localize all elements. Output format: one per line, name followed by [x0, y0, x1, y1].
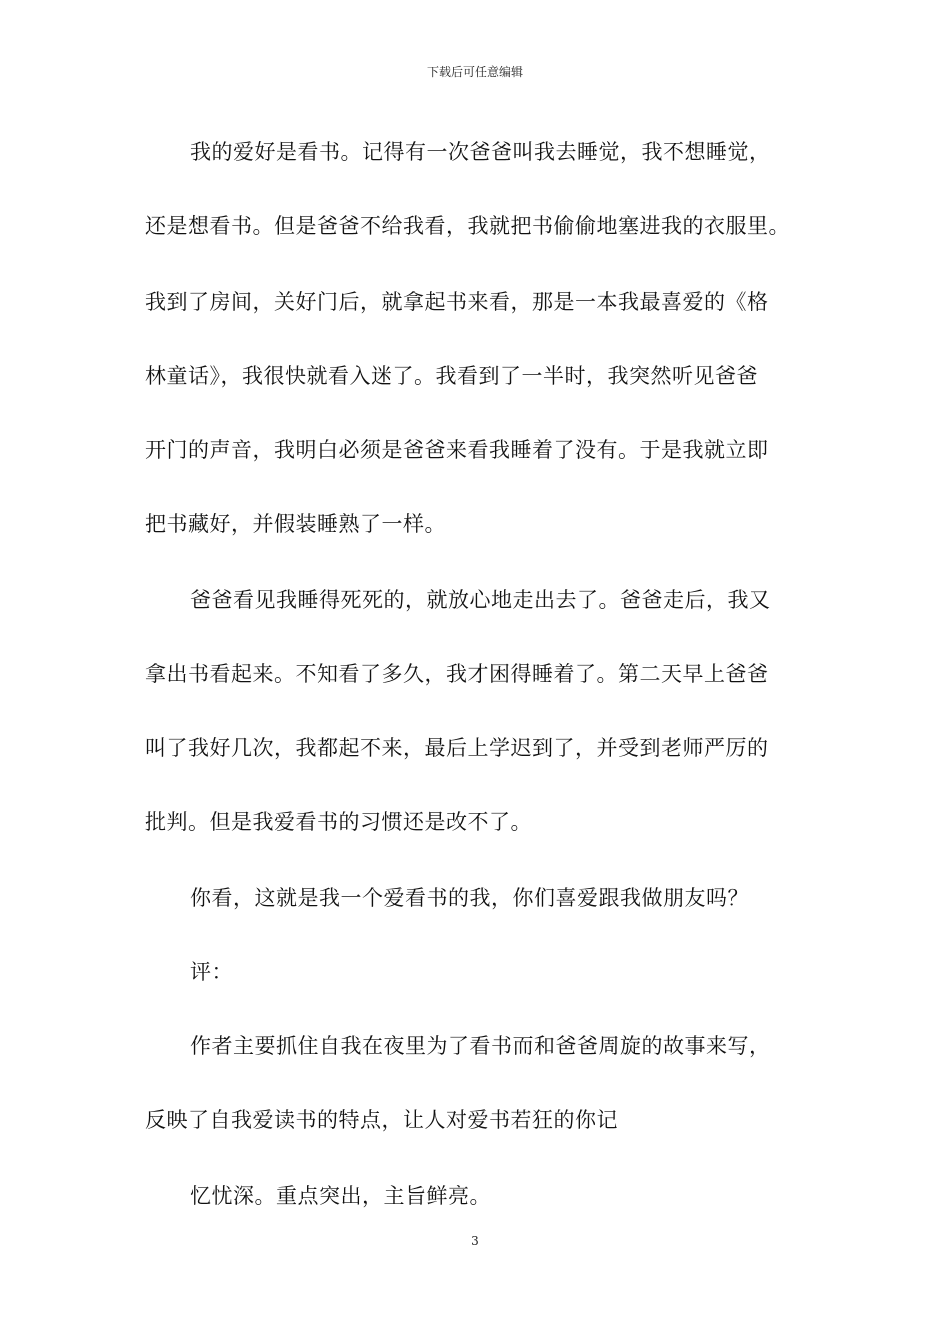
paragraph-line: 爸爸看见我睡得死死的，就放心地走出去了。爸爸走后，我又	[190, 588, 771, 612]
paragraph-line: 林童话》，我很快就看入迷了。我看到了一半时，我突然听见爸爸	[145, 364, 758, 388]
page-header: 下载后可任意编辑	[426, 65, 523, 79]
paragraph-line: 拿出书看起来。不知看了多久，我才困得睡着了。第二天早上爸爸	[145, 662, 769, 686]
paragraph-line: 作者主要抓住自我在夜里为了看书而和爸爸周旋的故事来写，	[190, 1034, 771, 1058]
paragraph-line: 我到了房间，关好门后，就拿起书来看，那是一本我最喜爱的《格	[145, 290, 769, 314]
review-label: 评：	[190, 960, 233, 984]
paragraph-line: 我的爱好是看书。记得有一次爸爸叫我去睡觉，我不想睡觉，	[190, 140, 771, 164]
paragraph-line: 叫了我好几次，我都起不来，最后上学迟到了，并受到老师严厉的	[145, 736, 769, 760]
paragraph-line: 批判。但是我爱看书的习惯还是改不了。	[145, 810, 532, 834]
paragraph-line: 把书藏好，并假装睡熟了一样。	[145, 512, 446, 536]
paragraph-line: 还是想看书。但是爸爸不给我看，我就把书偷偷地塞进我的衣服里。	[145, 214, 790, 238]
paragraph-line: 忆忧深。重点突出，主旨鲜亮。	[190, 1184, 491, 1208]
paragraph-line: 反映了自我爱读书的特点，让人对爱书若狂的你记	[145, 1108, 618, 1132]
page-number: 3	[471, 1234, 479, 1248]
paragraph-line: 开门的声音，我明白必须是爸爸来看我睡着了没有。于是我就立即	[145, 438, 769, 462]
paragraph-line: 你看，这就是我一个爱看书的我，你们喜爱跟我做朋友吗？	[190, 886, 749, 910]
